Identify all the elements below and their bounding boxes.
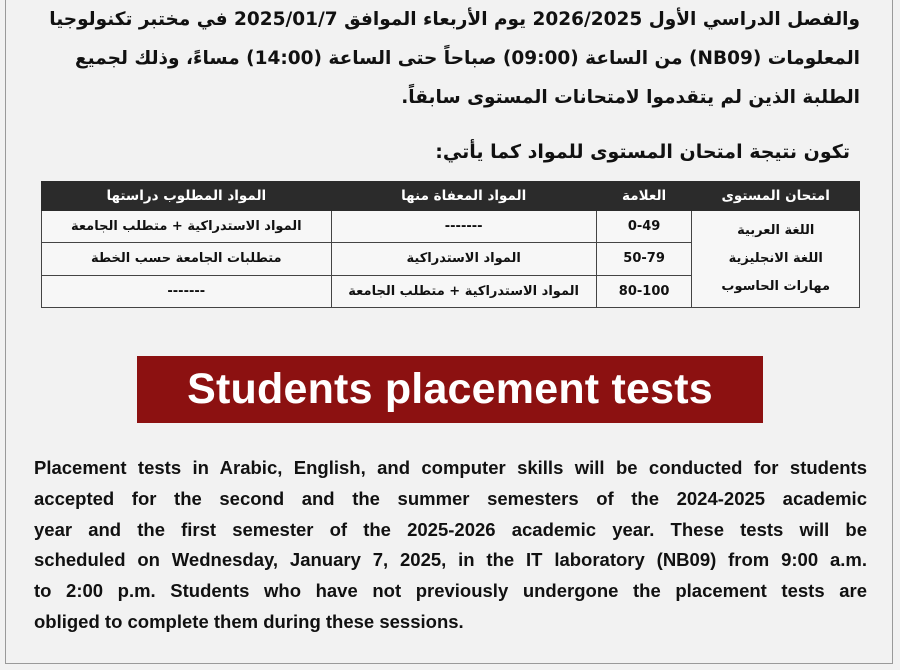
levels-cell (692, 211, 860, 308)
english-line-4: scheduled on Wednesday, January 7, 2025, in the IT laboratory (NB09) from 9:00 a.m. (34, 549, 867, 571)
arabic-paragraph (20, 0, 860, 117)
english-line-5: to 2:00 p.m. Students who have not previously undergone the placement tests are (34, 580, 867, 602)
header-grade: العلامة (596, 182, 692, 211)
required-cell: متطلبات الجامعة حسب الخطة (42, 243, 332, 275)
header-exempt-subjects: المواد المعفاة منها (331, 182, 596, 211)
exempt-cell: المواد الاستدراكية (331, 243, 596, 275)
header-level-exam: امتحان المستوى (692, 182, 860, 211)
exempt-cell: ------- (331, 211, 596, 243)
grade-cell: 50-79 (596, 243, 692, 275)
level-computer: مهارات الحاسوب (721, 279, 831, 294)
arabic-line-1: والفصل الدراسي الأول 2026/2025 يوم الأربعاء الموافق 2025/01/7 في مختبر تكنولوجيا (49, 9, 860, 30)
exempt-cell: المواد الاستدراكية + متطلب الجامعة (331, 275, 596, 307)
table-header-row (42, 182, 860, 211)
level-arabic: اللغة العربية (737, 223, 815, 238)
required-cell: المواد الاستدراكية + متطلب الجامعة (42, 211, 332, 243)
arabic-line-3: الطلبة الذين لم يتقدموا لامتحانات المستوى سابقاً. (401, 87, 860, 108)
placement-results-table (41, 181, 860, 308)
english-line-1: Placement tests in Arabic, English, and computer skills will be conducted for students (34, 457, 867, 478)
banner-title: Students placement tests (187, 365, 713, 413)
table-intro: تكون نتيجة امتحان المستوى للمواد كما يأتي: (435, 141, 850, 163)
grade-cell: 0-49 (596, 211, 692, 243)
table-row (42, 211, 860, 243)
english-line-6: obliged to complete them during these sessions. (34, 610, 464, 632)
english-line-3: year and the first semester of the 2025-2026 academic year. These tests will be (34, 518, 867, 540)
section-banner (137, 356, 763, 423)
grade-cell: 80-100 (596, 275, 692, 307)
english-paragraph (34, 453, 867, 638)
english-line-2: accepted for the second and the summer semesters of the 2024-2025 academic (34, 487, 867, 509)
required-cell: ------- (42, 275, 332, 307)
level-english: اللغة الانجليزية (728, 251, 823, 266)
header-required-subjects: المواد المطلوب دراستها (42, 182, 332, 211)
arabic-line-2: المعلومات (NB09) من الساعة (09:00) صباحاً حتى الساعة (14:00) مساءً، وذلك لجميع (75, 48, 860, 69)
